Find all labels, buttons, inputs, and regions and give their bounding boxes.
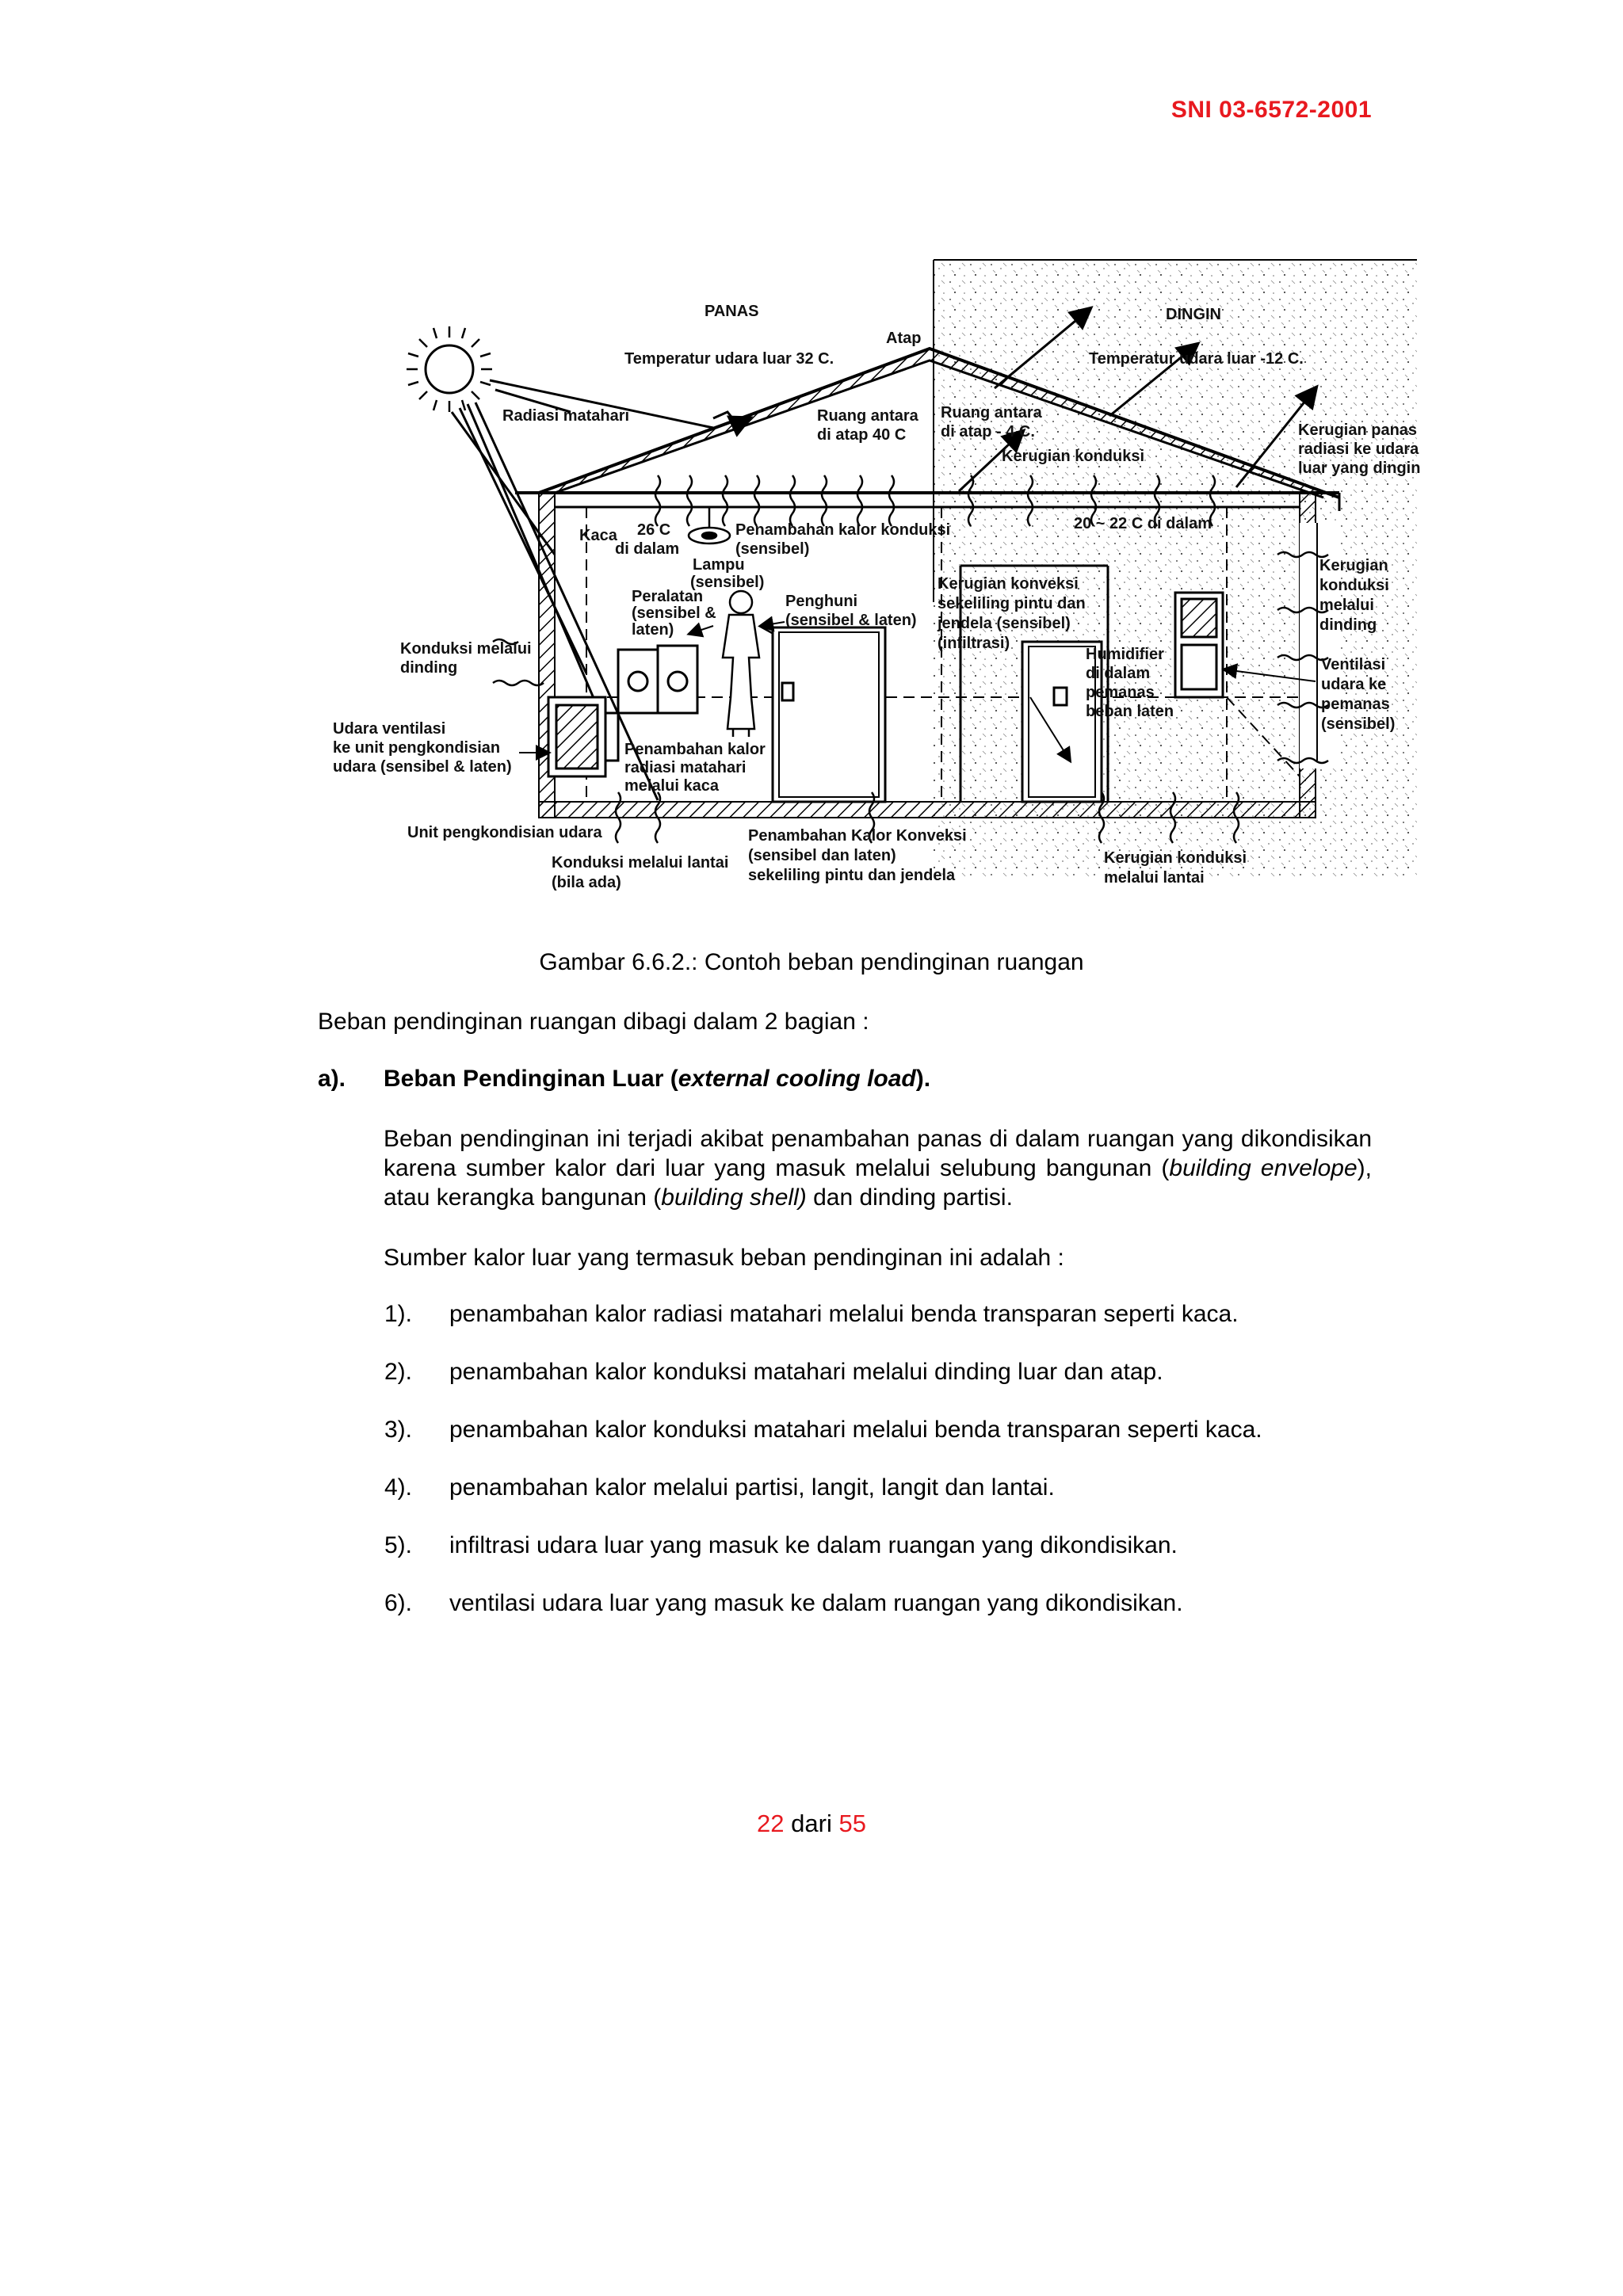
list-item-text: penambahan kalor radiasi matahari melalui benda transparan seperti kaca. <box>449 1301 1239 1327</box>
section-a-title <box>384 1066 930 1093</box>
label-temp-luar-panas: Temperatur udara luar 32 C. <box>624 350 834 368</box>
label-penambahan-konveksi-1: Penambahan Kalor Konveksi <box>748 827 967 845</box>
label-ventilasi-pemanas-1: Ventilasi <box>1321 656 1386 673</box>
label-penambahan-konduksi-1: Penambahan kalor konduksi <box>735 521 951 539</box>
section-a-title-italic: external cooling load <box>678 1066 916 1092</box>
person-icon <box>723 591 773 737</box>
label-ruang-atap-panas-1: Ruang antara <box>817 407 918 425</box>
label-ventilasi-pemanas-2: udara ke <box>1321 676 1387 693</box>
page-of-word: dari <box>791 1810 832 1837</box>
list-item-number: 6). <box>384 1590 413 1616</box>
section-a-paragraph-2: Sumber kalor luar yang termasuk beban pendinginan ini adalah : <box>384 1245 1064 1271</box>
label-lampu-2: (sensibel) <box>690 574 765 591</box>
label-konduksi-lantai-2: (bila ada) <box>552 874 621 891</box>
list-item-text: penambahan kalor konduksi matahari melalui benda transparan seperti kaca. <box>449 1417 1262 1443</box>
list-item-number: 3). <box>384 1417 413 1443</box>
figure-caption: Gambar 6.6.2.: Contoh beban pendinginan ruangan <box>539 949 1084 975</box>
label-kaca: Kaca <box>579 527 617 544</box>
label-kerugian-lantai-1: Kerugian konduksi <box>1104 849 1247 867</box>
label-kerugian-konduksi-dinding-1: Kerugian <box>1319 557 1388 574</box>
label-ruang-atap-dingin-2: di atap - 4 C. <box>941 423 1035 441</box>
label-unit-pengkondisian: Unit pengkondisian udara <box>407 824 602 841</box>
list-item-number: 1). <box>384 1301 413 1327</box>
label-kerugian-konduksi-dinding-3: melalui <box>1319 597 1374 614</box>
label-kerugian-konveksi-1: Kerugian konveksi <box>938 575 1079 593</box>
section-a-title-post: ). <box>915 1066 931 1092</box>
section-a-marker: a). <box>318 1066 346 1092</box>
para1-part-b: ), atau kerangka bangunan ( <box>384 1155 1372 1211</box>
list-item-text: ventilasi udara luar yang masuk ke dalam ruangan yang dikondisikan. <box>449 1590 1183 1616</box>
label-kerugian-radiasi-2: radiasi ke udara <box>1298 441 1419 458</box>
label-kerugian-radiasi-3: luar yang dingin <box>1298 460 1421 477</box>
list-item-number: 4). <box>384 1474 413 1501</box>
label-temp-luar-dingin: Temperatur udara luar -12 C. <box>1089 350 1304 368</box>
label-kerugian-radiasi-1: Kerugian panas <box>1298 421 1418 439</box>
label-udara-ventilasi-2: ke unit pengkondisian <box>333 739 501 757</box>
label-ventilasi-pemanas-3: pemanas <box>1321 696 1390 713</box>
label-penambahan-radiasi-3: melalui kaca <box>624 777 719 795</box>
label-panas: PANAS <box>705 303 759 320</box>
intro-text: Beban pendinginan ruangan dibagi dalam 2 bagian : <box>318 1009 869 1035</box>
label-kerugian-lantai-2: melalui lantai <box>1104 869 1205 887</box>
label-humidifier-4: beban laten <box>1086 703 1174 720</box>
section-a-title-pre: Beban Pendinginan Luar ( <box>384 1066 678 1092</box>
label-penghuni-1: Penghuni <box>785 593 858 610</box>
label-kerugian-konduksi-dinding-2: konduksi <box>1319 577 1389 594</box>
label-radiasi-matahari: Radiasi matahari <box>502 407 630 425</box>
label-suhu-20-22: 20 ~ 22 C di dalam <box>1074 515 1212 532</box>
label-peralatan-2: (sensibel & <box>632 605 716 622</box>
list-item-number: 2). <box>384 1359 413 1385</box>
label-peralatan-3: laten) <box>632 621 674 639</box>
label-penambahan-konveksi-2: (sensibel dan laten) <box>748 847 896 864</box>
label-penambahan-konveksi-3: sekeliling pintu dan jendela <box>748 867 956 884</box>
label-ventilasi-pemanas-4: (sensibel) <box>1321 715 1396 733</box>
page-number <box>0 1810 1623 1838</box>
label-lampu-1: Lampu <box>693 556 745 574</box>
label-udara-ventilasi-3: udara (sensibel & laten) <box>333 758 512 776</box>
label-kerugian-konveksi-4: (infiltrasi) <box>938 635 1010 652</box>
list-item-text: penambahan kalor melalui partisi, langit, langit dan lantai. <box>449 1474 1055 1501</box>
label-konduksi-dinding-2: dinding <box>400 659 458 677</box>
label-dingin: DINGIN <box>1166 306 1221 323</box>
label-penambahan-konduksi-2: (sensibel) <box>735 540 810 558</box>
standard-code: SNI 03-6572-2001 <box>1170 97 1372 123</box>
appliances <box>618 646 697 713</box>
label-penambahan-radiasi-2: radiasi matahari <box>624 759 747 776</box>
label-kerugian-konveksi-2: sekeliling pintu dan <box>938 595 1086 612</box>
para1-italic-2: building shell) <box>661 1184 807 1211</box>
window-right <box>1175 593 1223 697</box>
label-konduksi-lantai-1: Konduksi melalui lantai <box>552 854 729 871</box>
label-konduksi-dinding-1: Konduksi melalui <box>400 640 532 658</box>
door-left <box>773 627 885 802</box>
para1-part-a: Beban pendinginan ini terjadi akibat penambahan panas di dalam ruangan yang dikondisikan karena sumber kalor dari luar yang masuk melalui selubung bangunan ( <box>384 1126 1372 1181</box>
label-kerugian-konduksi: Kerugian konduksi <box>1002 448 1145 465</box>
label-ruang-atap-dingin-1: Ruang antara <box>941 404 1042 421</box>
label-kerugian-konveksi-3: jendela (sensibel) <box>938 615 1071 632</box>
label-penambahan-radiasi-1: Penambahan kalor <box>624 741 766 758</box>
list-item-number: 5). <box>384 1532 413 1558</box>
label-kerugian-konduksi-dinding-4: dinding <box>1319 616 1377 634</box>
label-ruang-atap-panas-2: di atap 40 C <box>817 426 907 444</box>
list-item-text: penambahan kalor konduksi matahari melalui dinding luar dan atap. <box>449 1359 1163 1385</box>
para1-part-c: dan dinding partisi. <box>806 1184 1013 1211</box>
label-peralatan-1: Peralatan <box>632 588 704 605</box>
page-total: 55 <box>838 1810 866 1837</box>
label-humidifier-3: pemanas <box>1086 684 1155 701</box>
para1-italic-1: building envelope <box>1169 1155 1358 1181</box>
section-a-paragraph-1 <box>384 1124 1372 1212</box>
label-udara-ventilasi-1: Udara ventilasi <box>333 720 446 738</box>
sun-icon <box>407 326 492 412</box>
label-suhu-26-1: 26 C <box>637 521 671 539</box>
label-atap: Atap <box>886 330 922 347</box>
label-humidifier-1: Humidifier <box>1086 646 1164 663</box>
page-current: 22 <box>757 1810 785 1837</box>
label-suhu-26-2: di dalam <box>615 540 680 558</box>
list-item-text: infiltrasi udara luar yang masuk ke dalam ruangan yang dikondisikan. <box>449 1532 1178 1558</box>
label-humidifier-2: di dalam <box>1086 665 1151 682</box>
ac-unit <box>548 697 618 776</box>
label-penghuni-2: (sensibel & laten) <box>785 612 917 629</box>
